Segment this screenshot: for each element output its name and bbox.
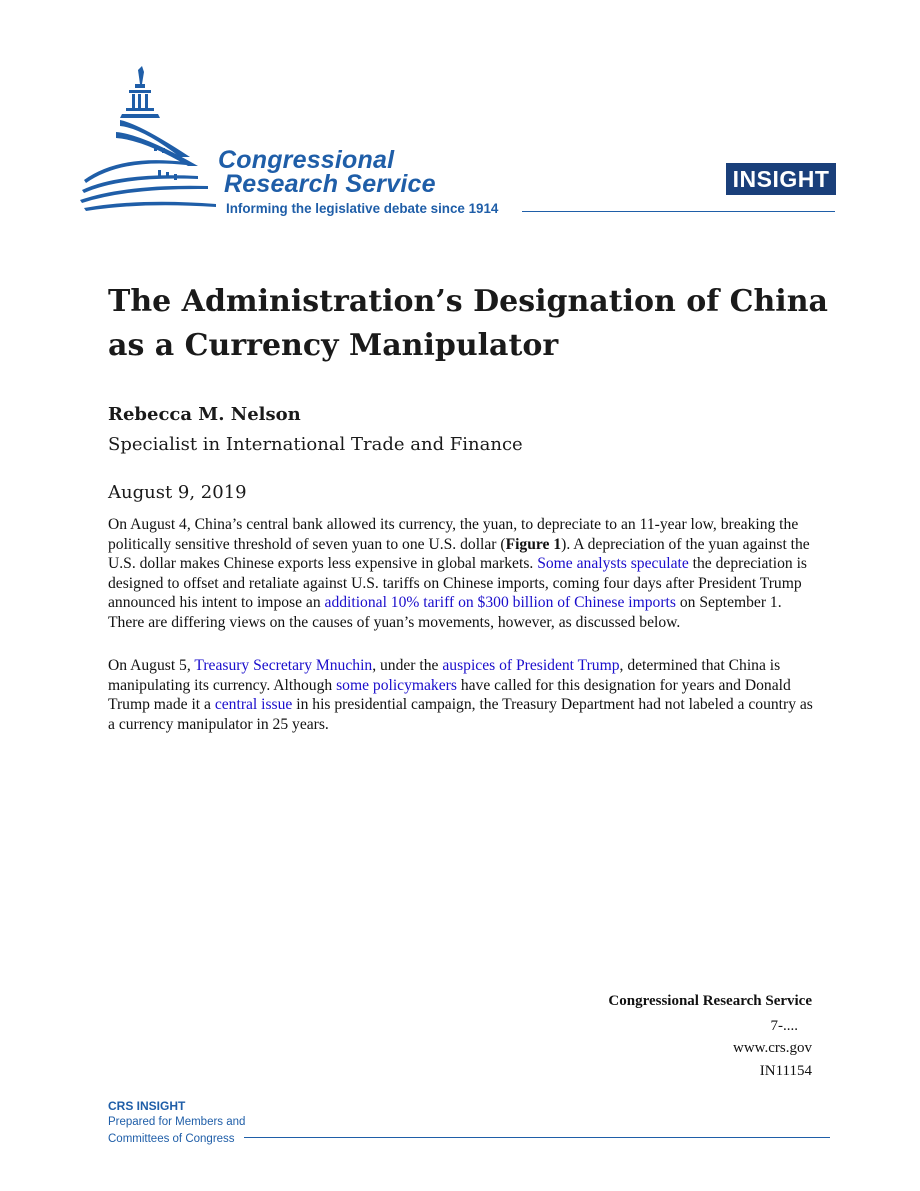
- paragraph-text: , under the: [372, 657, 443, 674]
- footer-prepared-for: [108, 1114, 245, 1148]
- link-central-issue[interactable]: central issue: [214, 696, 293, 714]
- body-paragraph-1: [108, 515, 813, 633]
- footer-code: 7-....: [770, 1018, 798, 1034]
- link-some-policymakers[interactable]: some policymakers: [336, 676, 457, 694]
- footer-org-name: Congressional Research Service: [608, 993, 812, 1009]
- paragraph-text: the depreciation is designed to offset and retaliate against U.S. tariffs on Chinese imports, coming four days after President Trump announced his intent to impose an: [108, 555, 807, 612]
- paragraph-text: on September 1. There are differing views on the causes of yuan’s movements, however, as discussed below.: [108, 594, 782, 631]
- insight-badge: INSIGHT: [726, 163, 836, 195]
- body-paragraph-2: [108, 656, 813, 734]
- footer-document-id: IN11154: [759, 1063, 812, 1079]
- paragraph-text: On August 4, China’s central bank allowed its currency, the yuan, to depreciate to an 11-year low, breaking the politically sensitive threshold of seven yuan to one U.S. dollar (: [108, 516, 799, 553]
- author-title: Specialist in International Trade and Finance: [108, 434, 523, 455]
- capitol-dome-icon: [80, 62, 230, 222]
- paragraph-text: in his presidential campaign, the Treasury Department had not labeled a country as a currency manipulator in 25 years.: [108, 696, 813, 733]
- logo-wordmark-line1: Congressional: [218, 146, 395, 174]
- author-name: Rebecca M. Nelson: [108, 404, 301, 425]
- tagline-divider: [522, 211, 835, 212]
- logo-wordmark-line2: Research Service: [224, 170, 436, 198]
- footer-divider: [244, 1137, 830, 1138]
- link-auspices-of-president-trump[interactable]: auspices of President Trump: [442, 657, 620, 674]
- link-additional-tariff[interactable]: additional 10% tariff on $300 billion of Chinese imports: [324, 594, 676, 612]
- paragraph-text: On August 5,: [108, 657, 195, 674]
- prepared-line-2: Committees of Congress: [108, 1133, 235, 1145]
- paragraph-text: have called for this designation for years and Donald Trump made it a: [108, 676, 791, 714]
- link-treasury-secretary-mnuchin[interactable]: Treasury Secretary Mnuchin: [194, 657, 373, 674]
- figure-reference: Figure 1: [505, 535, 562, 553]
- document-title: The Administration’s Designation of China as a Currency Manipulator: [108, 284, 828, 363]
- publication-date: August 9, 2019: [108, 482, 247, 503]
- footer-website: www.crs.gov: [732, 1040, 812, 1056]
- link-some-analysts-speculate[interactable]: Some analysts speculate: [537, 555, 689, 573]
- logo-tagline: Informing the legislative debate since 1914: [226, 201, 499, 216]
- paragraph-text: , determined that China is manipulating its currency. Although: [108, 657, 781, 694]
- footer-insight-label: CRS INSIGHT: [108, 1099, 186, 1113]
- prepared-line-1: Prepared for Members and: [108, 1116, 246, 1128]
- paragraph-text: ). A depreciation of the yuan against the U.S. dollar makes Chinese exports less expensive in global markets.: [108, 535, 810, 573]
